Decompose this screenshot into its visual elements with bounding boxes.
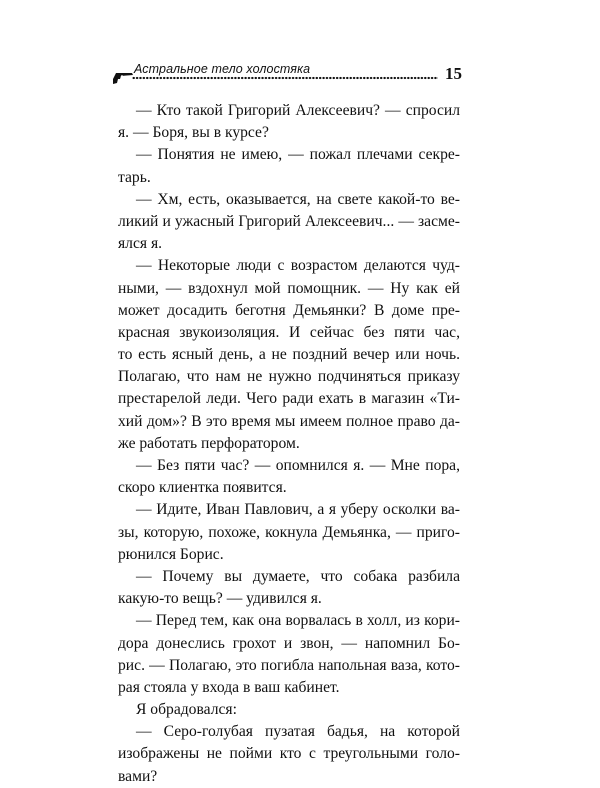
text-line: ликий и ужасный Григорий Алексеевич... — засме- [118, 212, 460, 230]
text-line: ялся я. [118, 235, 163, 253]
text-line: — Серо-голубая пузатая бадья, на которой [136, 723, 460, 741]
text-line: — Кто такой Григорий Алексеевич? — спросил [136, 102, 460, 119]
text-line: вами? [118, 767, 158, 785]
text-line: — Некоторые люди с возрастом делаются чуд- [136, 257, 460, 275]
text-line: — Перед тем, как она ворвалась в холл, из кори- [136, 612, 460, 630]
text-line: красная звукоизоляция. И сейчас без пяти час, [118, 323, 460, 341]
text-line: тарь. [118, 168, 151, 186]
text-line: ными, — вздохнул мой помощник. — Ну как ей [118, 279, 460, 297]
text-line: может досадить беготня Демьянки? В доме пре- [118, 301, 460, 319]
dotted-leader [132, 76, 438, 80]
text-line: изображены не пойми кто с треугольными голо- [118, 745, 460, 763]
text-line: хий дом»? В это время мы имеем полное право да- [118, 412, 460, 430]
text-line: — Хм, есть, оказывается, на свете какой-то ве- [136, 190, 460, 208]
text-line: — Понятия не имею, — пожал плечами секре- [136, 146, 460, 164]
text-line: скоро клиентка появится. [118, 479, 287, 497]
body-text [118, 100, 460, 788]
text-line: же работать перфоратором. [118, 434, 300, 452]
book-title: Астральное тело холостяка [134, 62, 311, 76]
text-line: рюнился Борис. [118, 545, 224, 563]
text-line: — Почему вы думаете, что собака разбила [136, 567, 460, 585]
text-line: то есть ясный день, а не поздний вечер или ночь. [118, 346, 460, 364]
text-line: — Идите, Иван Павлович, а я уберу осколки ва- [136, 501, 460, 519]
text-line: Полагаю, что нам не нужно подчиняться приказу [118, 368, 460, 386]
text-line: зы, которую, похоже, кокнула Демьянка, — приго- [118, 523, 460, 541]
page-number: 15 [445, 64, 462, 83]
text-line: рис. — Полагаю, это погибла напольная ваза, кото- [118, 656, 460, 674]
text-line: — Без пяти час? — опомнился я. — Мне пора, [136, 457, 460, 474]
text-line: Я обрадовался: [136, 701, 237, 719]
text-line: рая стояла у входа в ваш кабинет. [118, 678, 340, 696]
text-line: какую-то вещь? — удивился я. [118, 590, 322, 608]
running-head [110, 62, 462, 88]
text-line: престарелой леди. Чего ради ехать в магазин «Ти- [118, 390, 460, 408]
text-line: я. — Боря, вы в курсе? [118, 124, 269, 142]
text-line: дора донеслись грохот и звон, — напомнил Бо- [118, 634, 460, 652]
